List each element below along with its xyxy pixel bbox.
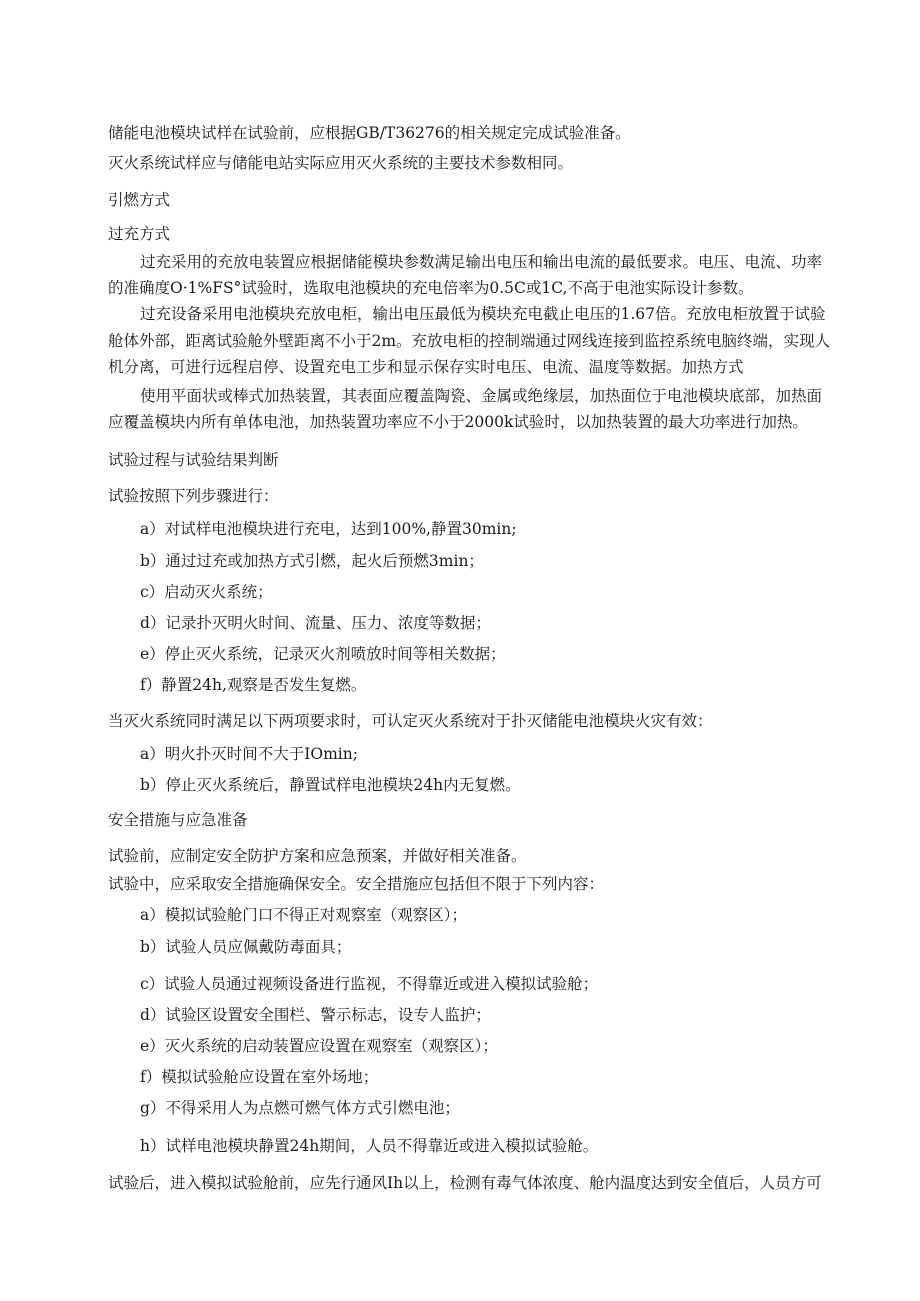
list-item: b）通过过充或加热方式引燃，起火后预燃3min； — [140, 551, 484, 570]
text-line: 当灭火系统同时满足以下两项要求时，可认定灭火系统对于扑灭储能电池模块火灾有效： — [108, 711, 713, 730]
list-item: a）模拟试验舱门口不得正对观察室（观察区）； — [140, 905, 467, 924]
section-heading: 引燃方式 — [108, 190, 171, 209]
paragraph-line: 舱体外部，距离试验舱外壁距离不小于2m。充放电柜的控制端通过网线连接到监控系统电脑终端，实现人 — [108, 331, 831, 350]
list-item: g）不得采用人为点燃可燃气体方式引燃电池； — [140, 1098, 460, 1117]
list-item: b）停止灭火系统后，静置试样电池模块24h内无复燃。 — [140, 775, 521, 794]
list-item: b）试验人员应佩戴防毒面具； — [140, 937, 352, 956]
section-heading: 试验过程与试验结果判断 — [108, 450, 279, 469]
text-line: 灭火系统试样应与储能电站实际应用灭火系统的主要技术参数相同。 — [108, 153, 574, 172]
list-item: d）记录扑灭明火时间、流量、压力、浓度等数据； — [140, 613, 491, 632]
text-line: 试验前，应制定安全防护方案和应急预案，并做好相关准备。 — [108, 846, 527, 865]
text-line: 试验后，进入模拟试验舱前，应先行通风Ih以上，检测有毒气体浓度、舱内温度达到安全值后，人员方可 — [108, 1173, 822, 1192]
list-item: e）灭火系统的启动装置应设置在观察室（观察区）； — [140, 1036, 498, 1055]
list-item: e）停止灭火系统，记录灭火剂喷放时间等相关数据； — [140, 644, 506, 663]
list-item: a）对试样电池模块进行充电，达到100%,静置30min; — [140, 519, 517, 538]
paragraph-line: 机分离，可进行远程启停、设置充电工步和显示保存实时电压、电流、温度等数据。加热方式 — [108, 357, 744, 376]
text-line: 试验按照下列步骤进行： — [108, 486, 279, 505]
paragraph-line: 过充设备采用电池模块充放电柜，输出电压最低为模块充电截止电压的1.67倍。充放电柜放置于试验 — [140, 304, 826, 323]
paragraph-line: 应覆盖模块内所有单体电池，加热装置功率应不小于2000k试验时，以加热装置的最大功率进行加热。 — [108, 412, 808, 431]
list-item: f）静置24h,观察是否发生复燃。 — [140, 675, 367, 694]
list-item: c）试验人员通过视频设备进行监视，不得靠近或进入模拟试验舱； — [140, 974, 599, 993]
list-item: d）试验区设置安全围栏、警示标志，设专人监护； — [140, 1005, 491, 1024]
list-item: h）试样电池模块静置24h期间，人员不得靠近或进入模拟试验舱。 — [140, 1136, 599, 1155]
list-item: c）启动灭火系统； — [140, 582, 273, 601]
subsection-heading: 过充方式 — [108, 224, 171, 243]
paragraph-line: 过充采用的充放电装置应根据储能模块参数满足输出电压和输出电流的最低要求。电压、电流、功率 — [140, 252, 823, 271]
section-heading: 安全措施与应急准备 — [108, 810, 248, 829]
paragraph-line: 使用平面状或棒式加热装置，其表面应覆盖陶瓷、金属或绝缘层，加热面位于电池模块底部，加热面 — [140, 386, 823, 405]
paragraph-line: 的准确度O·1%FS°试验时，选取电池模块的充电倍率为0.5C或1C,不高于电池实际设计参数。 — [108, 278, 754, 297]
list-item: f）模拟试验舱应设置在室外场地； — [140, 1067, 379, 1086]
text-line: 储能电池模块试样在试验前，应根据GB/T36276的相关规定完成试验准备。 — [108, 123, 631, 142]
list-item: a）明火扑灭时间不大于IOmin; — [140, 744, 358, 763]
text-line: 试验中，应采取安全措施确保安全。安全措施应包括但不限于下列内容： — [108, 874, 605, 893]
